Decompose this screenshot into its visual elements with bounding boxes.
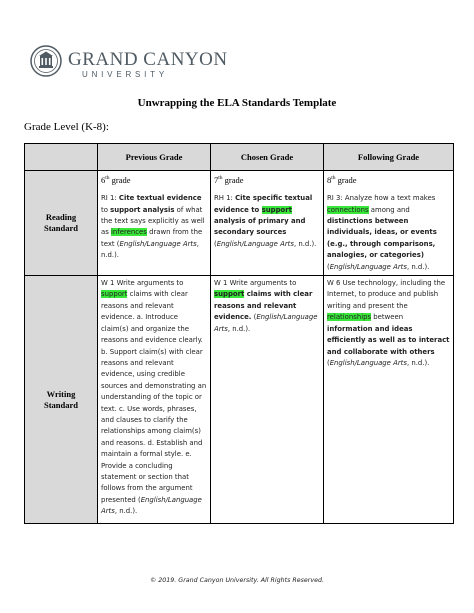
table-cell: W 6 Use technology, including the Internet, to produce and publish writing and present the relationships between information and ideas efficiently as well as to interact and collaborate with others (English/Language Arts, n.d.).	[324, 276, 454, 524]
highlighted-text: relationships	[327, 313, 372, 322]
university-seal-icon	[30, 45, 62, 77]
logo-subtitle: UNIVERSITY	[82, 70, 169, 79]
table-cell: 8th grade RI 3: Analyze how a text makes connections among and distinctions between individuals, ideas, or events (e.g., through comparisons, analogies, or categories) (English/Language Arts, n.d.).	[324, 171, 454, 276]
table-cell: W 1 Write arguments to support claims with clear reasons and relevant evidence. a. Introduce claim(s) and organize the reasons and evidence clearly. b. Support claim(s) with clear reasons and relevant evidence, using credible sources and demonstrating an understanding of the topic or text. c. Use words, phrases, and clauses to clarify the relationships among claim(s) and reasons. d. Establish and maintain a formal style. e. Provide a concluding statement or section that follows from the argument presented (English/Language Arts, n.d.).	[98, 276, 211, 524]
row-label	[25, 276, 98, 524]
highlighted-text: inferences	[111, 228, 147, 237]
row-label-line: Standard	[43, 399, 78, 410]
copyright-footer: © 2019. Grand Canyon University. All Rights Reserved.	[149, 577, 324, 584]
column-header: Previous Grade	[98, 144, 211, 171]
grade-level-label: Grade Level (K-8):	[24, 121, 109, 133]
corner-cell	[25, 144, 98, 171]
table-row	[25, 276, 454, 524]
table-row	[25, 171, 454, 276]
column-header: Following Grade	[324, 144, 454, 171]
standards-table	[24, 143, 454, 524]
grade-label: 7th grade	[214, 174, 244, 185]
grade-label: 8th grade	[327, 174, 357, 185]
grade-label: 6th grade	[101, 174, 131, 185]
row-label-line: Writing	[46, 388, 76, 399]
document-title: Unwrapping the ELA Standards Template	[137, 97, 337, 109]
highlighted-text: support	[101, 290, 128, 299]
logo-name: GRAND CANYON	[68, 49, 228, 70]
table-cell: W 1 Write arguments to support claims with clear reasons and relevant evidence. (English/Language Arts, n.d.).	[211, 276, 324, 524]
table-cell: 7th grade RH 1: Cite specific textual evidence to support analysis of primary and secondary sources (English/Language Arts, n.d.).	[211, 171, 324, 276]
table-header-row	[25, 144, 454, 171]
column-header: Chosen Grade	[211, 144, 324, 171]
table-cell: 6th grade RI 1: Cite textual evidence to support analysis of what the text says explicitly as well as inferences drawn from the text (English/Language Arts, n.d.).	[98, 171, 211, 276]
row-label	[25, 171, 98, 276]
highlighted-text: support	[261, 205, 292, 214]
row-label-line: Reading	[45, 212, 77, 223]
university-logo	[30, 45, 228, 85]
highlighted-text: support	[214, 290, 245, 299]
highlighted-text: connections	[327, 205, 369, 214]
row-label-line: Standard	[43, 223, 78, 234]
